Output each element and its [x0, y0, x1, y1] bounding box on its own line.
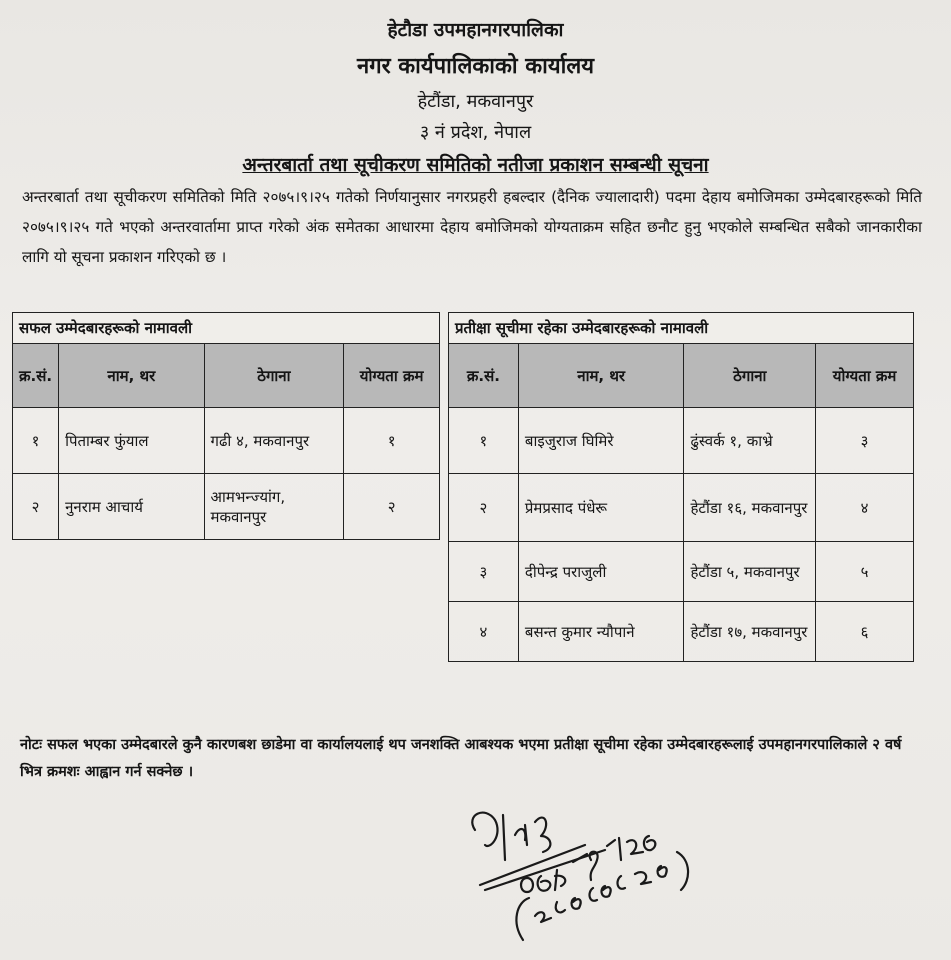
table-row — [449, 408, 914, 474]
col-header-rank: योग्यता क्रम — [816, 344, 914, 408]
cell-rank: ६ — [816, 602, 914, 662]
cell-address: ढुंस्वर्क १, काभ्रे — [684, 408, 816, 474]
cell-rank: २ — [344, 474, 440, 540]
handwritten-signature — [455, 790, 755, 960]
cell-rank: १ — [344, 408, 440, 474]
cell-address: हेटौंडा १६, मकवानपुर — [684, 474, 816, 542]
col-header-name: नाम, थर — [518, 344, 684, 408]
table-row — [449, 602, 914, 662]
cell-address: गढी ४, मकवानपुर — [204, 408, 344, 474]
notice-title: अन्तरबार्ता तथा सूचीकरण समितिको नतीजा प्रकाशन सम्बन्धी सूचना — [242, 154, 709, 176]
successful-table-caption: सफल उम्मेदबारहरूको नामावली — [13, 313, 440, 344]
cell-sn: ४ — [449, 602, 519, 662]
cell-name: दीपेन्द्र पराजुली — [518, 542, 684, 602]
cell-address: हेटौंडा १७, मकवानपुर — [684, 602, 816, 662]
cell-sn: १ — [449, 408, 519, 474]
municipality-name: हेटौडा उपमहानगरपालिका — [387, 19, 564, 41]
successful-candidates-table — [12, 312, 440, 540]
table-row — [449, 542, 914, 602]
waitlist-table-caption: प्रतीक्षा सूचीमा रहेका उम्मेदबारहरूको नामावली — [449, 313, 914, 344]
table-row — [449, 474, 914, 542]
office-name: नगर कार्यपालिकाको कार्यालय — [357, 54, 594, 79]
cell-address: आमभन्ज्यांग, मकवानपुर — [204, 474, 344, 540]
notice-body: अन्तरबार्ता तथा सूचीकरण समितिको मिति २०७५।९।२५ गतेको निर्णयानुसार नगरप्रहरी हबल्दार (दैनिक ज्यालादारी) पदमा देहाय बमोजिमका उम्मेदबारहरूको मिति २०७५।९।२५ गते भएको अन्तरवार्तामा प्राप्त गरेको अंक समेतका आधारमा देहाय बमोजिमको योग्यताक्रम सहित छनौट हुनु भएकोले सम्बन्धित सबैको जानकारीका लागि यो सूचना प्रकाशन गरिएको छ । — [22, 188, 922, 266]
col-header-address: ठेगाना — [684, 344, 816, 408]
cell-name: पिताम्बर फुंयाल — [59, 408, 204, 474]
cell-rank: ४ — [816, 474, 914, 542]
footnote: नोटः सफल भएका उम्मेदबारले कुनै कारणबश छाडेमा वा कार्यालयलाई थप जनशक्ति आबश्यक भएमा प्रतीक्षा सूचीमा रहेका उम्मेदबारहरूलाई उपमहानगरपालिकाले २ वर्ष भित्र क्रमशः आह्वान गर्न सक्नेछ । — [20, 737, 902, 780]
cell-name: बसन्त कुमार न्यौपाने — [518, 602, 684, 662]
col-header-sn: क्र.सं. — [13, 344, 59, 408]
waitlist-candidates-table — [448, 312, 914, 662]
cell-rank: ५ — [816, 542, 914, 602]
office-location: हेटौंडा, मकवानपुर — [417, 91, 534, 112]
cell-address: हेटौंडा ५, मकवानपुर — [684, 542, 816, 602]
cell-name: बाइजुराज घिमिरे — [518, 408, 684, 474]
col-header-address: ठेगाना — [204, 344, 344, 408]
col-header-rank: योग्यता क्रम — [344, 344, 440, 408]
cell-name: नुनराम आचार्य — [59, 474, 204, 540]
table-row — [13, 474, 440, 540]
cell-sn: १ — [13, 408, 59, 474]
table-row — [13, 408, 440, 474]
cell-sn: ३ — [449, 542, 519, 602]
col-header-sn: क्र.सं. — [449, 344, 519, 408]
cell-name: प्रेमप्रसाद पंधेरू — [518, 474, 684, 542]
col-header-name: नाम, थर — [59, 344, 204, 408]
cell-sn: २ — [13, 474, 59, 540]
cell-rank: ३ — [816, 408, 914, 474]
office-province: ३ नं प्रदेश, नेपाल — [419, 122, 532, 143]
cell-sn: २ — [449, 474, 519, 542]
